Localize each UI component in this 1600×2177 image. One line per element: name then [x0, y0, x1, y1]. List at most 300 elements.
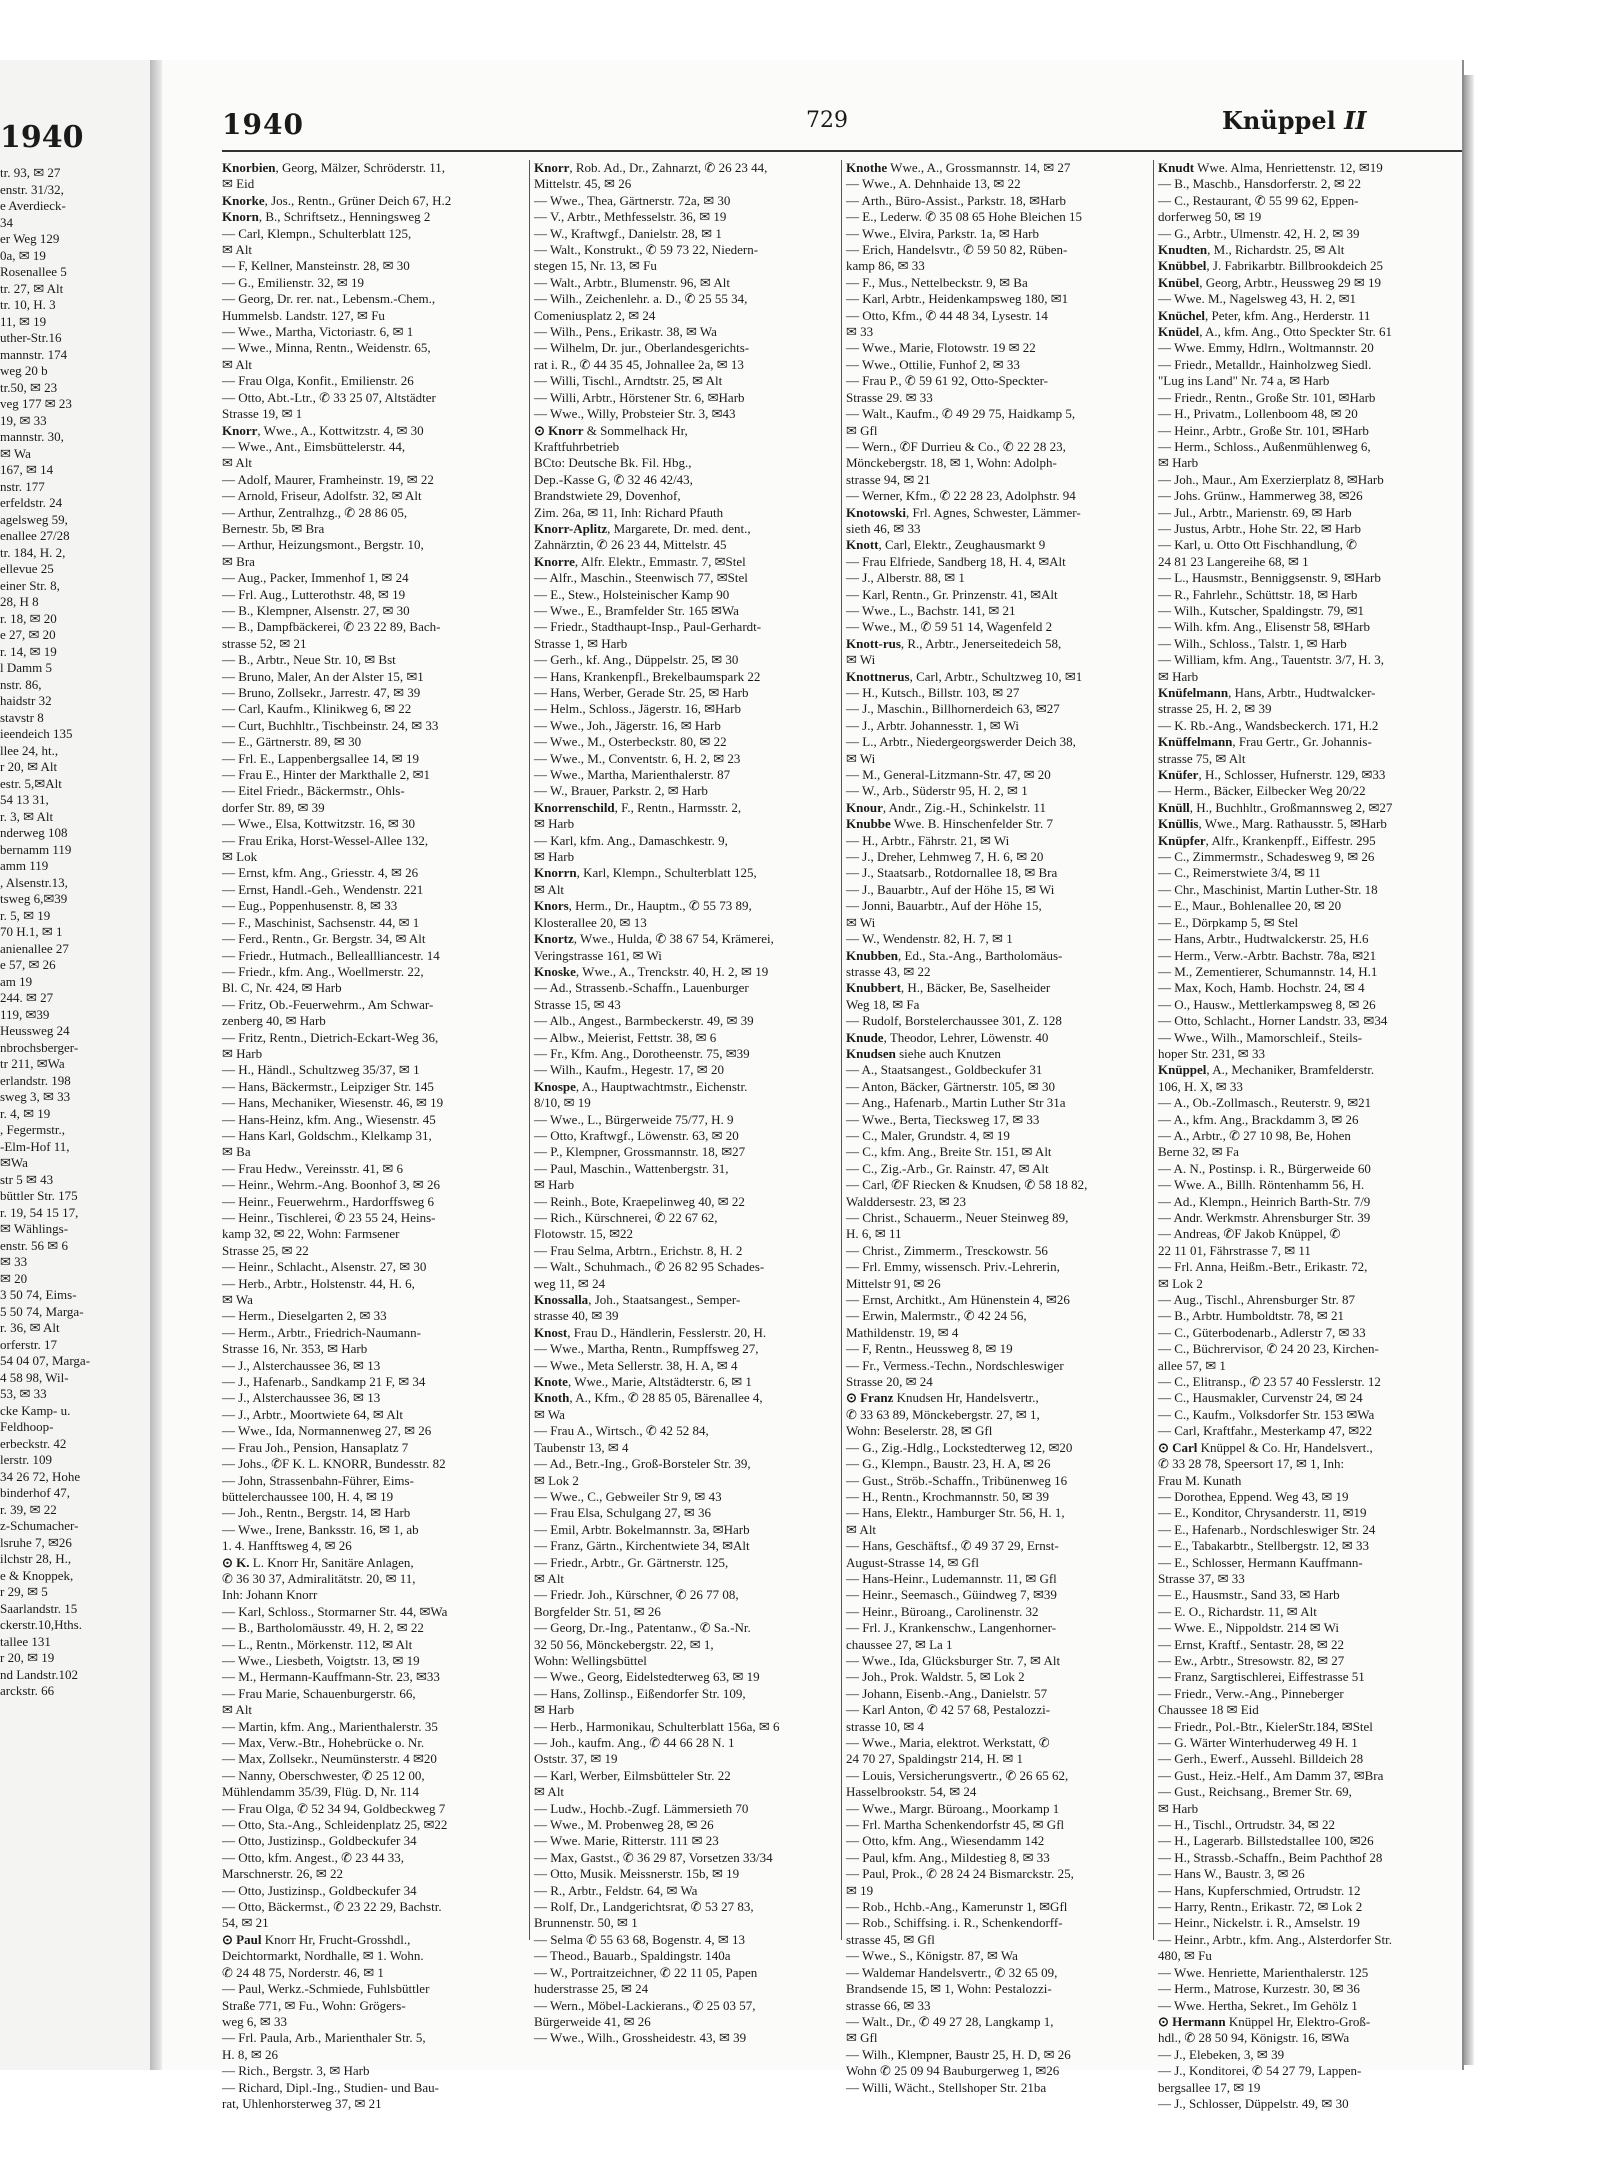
directory-entry: — W., Arb., Süderstr 95, H. 2, ✉ 1 — [846, 783, 1028, 799]
directory-entry: — Wilh., Klempner, Baustr 25, H. D, ✉ 26 — [846, 2046, 1071, 2062]
previous-page-year: 1940 — [0, 120, 84, 155]
directory-entry: — Otto, Abt.-Ltr., ✆ 33 25 07, Altstädter — [222, 389, 436, 405]
directory-entry: — J., Arbtr. Johannesstr. 1, ✉ Wi — [846, 717, 1019, 733]
directory-entry: — Otto, Kraftwgf., Löwenstr. 63, ✉ 20 — [534, 1127, 739, 1143]
directory-entry: ✉ Gfl — [846, 2030, 878, 2046]
column-divider — [529, 160, 530, 1940]
directory-entry: — Otto, Musik. Meissnerstr. 15b, ✉ 19 — [534, 1866, 740, 1882]
page-keyword-suffix: II — [1344, 106, 1367, 135]
directory-entry: — Herm., Dieselgarten 2, ✉ 33 — [222, 1308, 387, 1324]
directory-entry: — A., Ob.-Zollmasch., Reuterstr. 9, ✉21 — [1158, 1095, 1372, 1111]
directory-entry: — Werner, Kfm., ✆ 22 28 23, Adolphstr. 94 — [846, 488, 1076, 504]
previous-page-line: 19, ✉ 33 — [0, 412, 47, 428]
directory-entry: Wohn: Beselerstr. 28, ✉ Gfl — [846, 1423, 993, 1439]
directory-entry: — Justus, Arbtr., Hohe Str. 22, ✉ Harb — [1158, 520, 1362, 536]
previous-page-line: r 20, ✉ Alt — [0, 759, 58, 774]
directory-entry: BCto: Deutsche Bk. Fil. Hbg., — [534, 455, 692, 471]
directory-entry: — E., Konditor, Chrysanderstr. 11, ✉19 — [1158, 1505, 1367, 1521]
directory-entry: — Gerh., kf. Ang., Düppelstr. 25, ✉ 30 — [534, 652, 739, 668]
directory-entry: — Carl, ✆F Riecken & Knudsen, ✆ 58 18 82, — [846, 1177, 1088, 1193]
previous-page-line: ✉ Wählings- — [0, 1221, 69, 1236]
previous-page-line: Rosenallee 5 — [0, 264, 67, 279]
page-keyword-name: Knüppel — [1222, 106, 1336, 135]
directory-entry: Knost, Frau D., Händlerin, Fesslerstr. 20, H. — [534, 1324, 767, 1340]
directory-entry: Wohn ✆ 25 09 94 Bauburgerweg 1, ✉26 — [846, 2063, 1060, 2079]
directory-entry: — G. Wärter Winterhuderweg 49 H. 1 — [1158, 1735, 1358, 1750]
directory-entry: rat i. R., ✆ 44 35 45, Johnallee 2a, ✉ 13 — [534, 356, 744, 372]
directory-entry: — Wwe., Joh., Jägerstr. 16, ✉ Harb — [534, 717, 721, 733]
directory-entry: Knorr-Aplitz, Margarete, Dr. med. dent., — [534, 520, 751, 536]
directory-entry: Knüfer, H., Schlosser, Hufnerstr. 129, ✉33 — [1158, 767, 1386, 783]
previous-page-line: enstr. 31/32, — [0, 181, 64, 197]
directory-entry: — Heinr., Wehrm.-Ang. Boonhof 3, ✉ 26 — [222, 1177, 440, 1193]
directory-entry: — Frau Elfriede, Sandberg 18, H. 4, ✉Alt — [846, 553, 1066, 569]
directory-entry: — C., Güterbodenarb., Adlerstr 7, ✉ 33 — [1158, 1324, 1366, 1340]
directory-entry: — C., Restaurant, ✆ 55 99 62, Eppen- — [1158, 192, 1359, 208]
directory-entry: sieth 46, ✉ 33 — [846, 520, 921, 536]
directory-entry: ⊙ Franz Knudsen Hr, Handelsvertr., — [846, 1390, 1039, 1406]
previous-page-line: 54 13 31, — [0, 792, 49, 807]
previous-page-line: binderhof 47, — [0, 1485, 71, 1500]
directory-entry: — Arth., Büro-Assist., Parkstr. 18, ✉Harb — [846, 192, 1066, 208]
directory-entry: — Karl, u. Otto Ott Fischhandlung, ✆ — [1158, 537, 1358, 553]
directory-entry: — Friedr., Rentn., Große Str. 101, ✉Harb — [1158, 389, 1376, 405]
directory-entry: — O., Hausw., Mettlerkampsweg 8, ✉ 26 — [1158, 996, 1376, 1012]
directory-entry: — C., Zimmermstr., Schadesweg 9, ✉ 26 — [1158, 849, 1375, 865]
directory-entry: Knudsen siehe auch Knutzen — [846, 1045, 1001, 1061]
directory-entry: Knortz, Wwe., Hulda, ✆ 38 67 54, Krämerei, — [534, 931, 774, 947]
directory-entry: — A. N., Postinsp. i. R., Bürgerweide 60 — [1158, 1160, 1371, 1176]
directory-entry: weg 6, ✉ 33 — [222, 2013, 288, 2029]
directory-entry: — Wwe. Marie, Ritterstr. 111 ✉ 23 — [534, 1833, 719, 1849]
directory-entry: — Frau Selma, Arbtrn., Erichstr. 8, H. 2 — [534, 1242, 743, 1258]
directory-entry: Knorre, Alfr. Elektr., Emmastr. 7, ✉Stel — [534, 553, 746, 569]
directory-column-1 — [222, 160, 524, 2111]
directory-entry: — Alb., Angest., Barmbeckerstr. 49, ✉ 39 — [534, 1013, 754, 1029]
directory-entry: — Wwe., L., Bachstr. 141, ✉ 21 — [846, 602, 1016, 618]
directory-entry: — Frau P., ✆ 59 61 92, Otto-Speckter- — [846, 373, 1049, 389]
directory-entry: — Ernst, Kraftf., Sentastr. 28, ✉ 22 — [1158, 1636, 1345, 1652]
directory-entry: Straße 771, ✉ Fu., Wohn: Grögers- — [222, 1997, 406, 2013]
directory-entry: — Otto, Schlacht., Horner Landstr. 33, ✉34 — [1158, 1013, 1388, 1029]
directory-entry: — Wwe., L., Bürgerweide 75/77, H. 9 — [534, 1111, 734, 1127]
previous-page-line: r. 18, ✉ 20 — [0, 610, 57, 626]
previous-page-lines — [0, 165, 150, 1700]
directory-entry: — Nanny, Oberschwester, ✆ 25 12 00, — [222, 1767, 425, 1783]
directory-entry: — Gerh., Ewerf., Aussehl. Billdeich 28 — [1158, 1751, 1364, 1767]
directory-entry: — Eug., Poppenhusenstr. 8, ✉ 33 — [222, 898, 398, 914]
directory-entry: — Joh., Prok. Waldstr. 5, ✉ Lok 2 — [846, 1669, 1025, 1685]
directory-entry: Comeniusplatz 2, ✉ 24 — [534, 307, 656, 323]
directory-entry: — Rich., Bergstr. 3, ✉ Harb — [222, 2063, 370, 2079]
directory-entry: Mittelstr. 45, ✉ 26 — [534, 176, 632, 192]
directory-entry: — Friedr., Metalldr., Hainholzweg Siedl. — [1158, 356, 1372, 372]
directory-entry: — Karl, Schloss., Stormarner Str. 44, ✉Wa — [222, 1603, 448, 1619]
directory-entry: — Fr., Vermess.-Techn., Nordschleswiger — [846, 1357, 1064, 1373]
directory-entry: ✉ Wa — [534, 1406, 565, 1422]
previous-page-line: tr. 184, H. 2, — [0, 544, 66, 560]
previous-page-line: amm 119 — [0, 858, 49, 873]
directory-entry: Kraftfuhrbetrieb — [534, 438, 620, 454]
directory-entry: zenberg 40, ✉ Harb — [222, 1013, 326, 1029]
directory-entry: — Wilh., Kaufm., Hegestr. 17, ✉ 20 — [534, 1062, 724, 1078]
directory-entry: Knorrn, Karl, Klempn., Schulterblatt 125, — [534, 865, 757, 881]
directory-entry: strasse 94, ✉ 21 — [846, 471, 931, 487]
directory-entry: — Alfr., Maschin., Steenwisch 77, ✉Stel — [534, 570, 748, 586]
directory-entry: hoper Str. 231, ✉ 33 — [1158, 1045, 1265, 1061]
directory-entry: — G., Emilienstr. 32, ✉ 19 — [222, 274, 364, 290]
directory-entry: — Frau A., Wirtsch., ✆ 42 52 84, — [534, 1423, 709, 1439]
directory-entry: ⊙ Hermann Knüppel Hr, Elektro-Groß- — [1158, 2013, 1371, 2029]
previous-page-line: arckstr. 66 — [0, 1683, 55, 1698]
directory-entry: — Wilhelm, Dr. jur., Oberlandesgerichts- — [534, 340, 750, 356]
directory-entry: — L., Hausmstr., Benniggsenstr. 9, ✉Harb — [1158, 570, 1381, 586]
directory-entry: ✉ Harb — [534, 1702, 575, 1718]
directory-entry: — Hans, Geschäftsf., ✆ 49 37 29, Ernst- — [846, 1538, 1059, 1554]
directory-entry: Zim. 26a, ✉ 11, Inh: Richard Pfauth — [534, 504, 724, 520]
directory-entry: ✉ Alt — [222, 455, 253, 471]
previous-page-line: l Damm 5 — [0, 660, 52, 675]
directory-entry: — H., Privatm., Lollenboom 48, ✉ 20 — [1158, 406, 1358, 422]
directory-entry: Flotowstr. 15, ✉22 — [534, 1226, 634, 1242]
directory-entry: Veringstrasse 161, ✉ Wi — [534, 947, 662, 963]
directory-entry: — Reinh., Bote, Kraepelinweg 40, ✉ 22 — [534, 1193, 745, 1209]
directory-entry: ✉ Alt — [846, 1521, 877, 1537]
directory-entry: dorfer Str. 89, ✉ 39 — [222, 799, 325, 815]
directory-entry: — Johs. Grünw., Hammerweg 38, ✉26 — [1158, 488, 1363, 504]
previous-page-line: 5 50 74, Marga- — [0, 1303, 84, 1319]
directory-entry: — Wwe. A., Billh. Röntenhamm 56, H. — [1158, 1177, 1365, 1193]
previous-page-line: r. 4, ✉ 19 — [0, 1105, 51, 1121]
previous-page-line: e 57, ✉ 26 — [0, 957, 56, 972]
directory-entry: strasse 40, ✉ 39 — [534, 1308, 619, 1324]
directory-entry: ✉ Harb — [1158, 455, 1199, 471]
directory-entry: — M., Hermann-Kauffmann-Str. 23, ✉33 — [222, 1669, 440, 1685]
directory-entry: 106, H. X, ✉ 33 — [1158, 1078, 1243, 1094]
directory-page — [162, 60, 1464, 2111]
directory-entry: — Walt., Konstrukt., ✆ 59 73 22, Niedern- — [534, 242, 759, 258]
directory-entry: 8/10, ✉ 19 — [534, 1095, 591, 1111]
directory-entry: — Albw., Meierist, Fettstr. 38, ✉ 6 — [534, 1029, 717, 1045]
directory-entry: — Willi, Arbtr., Hörstener Str. 6, ✉Harb — [534, 389, 745, 405]
directory-entry: — Otto, Bäckermst., ✆ 23 22 29, Bachstr. — [222, 1899, 442, 1915]
directory-entry: strasse 25, H. 2, ✉ 39 — [1158, 701, 1272, 717]
directory-entry: — Karl, Rentn., Gr. Prinzenstr. 41, ✉Alt — [846, 586, 1058, 602]
directory-entry: — Rolf, Dr., Landgerichtsrat, ✆ 53 27 83, — [534, 1899, 754, 1915]
previous-page-line: tr.50, ✉ 23 — [0, 379, 58, 395]
directory-entry: — Jonni, Bauarbtr., Auf der Höhe 15, — [846, 898, 1042, 914]
directory-entry: — Eitel Friedr., Bäckermstr., Ohls- — [222, 783, 405, 799]
previous-page-line: 3 50 74, Eims- — [0, 1287, 77, 1302]
directory-entry: — Selma ✆ 55 63 68, Bogenstr. 4, ✉ 13 — [534, 1931, 746, 1947]
directory-entry: — Karl, Arbtr., Heidenkampsweg 180, ✉1 — [846, 291, 1069, 307]
directory-entry: H. 6, ✉ 11 — [846, 1226, 902, 1242]
directory-entry: — Frl. J., Krankenschw., Langenhorner- — [846, 1620, 1057, 1636]
directory-entry: — G., Zig.-Hdlg., Lockstedterweg 12, ✉20 — [846, 1439, 1073, 1455]
directory-entry: — Wilh., Pens., Erikastr. 38, ✉ Wa — [534, 324, 717, 340]
directory-entry: — Rudolf, Borstelerchaussee 301, Z. 128 — [846, 1013, 1062, 1029]
directory-entry: — Gust., Heiz.-Helf., Am Damm 37, ✉Bra — [1158, 1767, 1384, 1783]
directory-entry: — Wilh., Zeichenlehr. a. D., ✆ 25 55 34, — [534, 291, 748, 307]
directory-entry: — Bruno, Maler, An der Alster 15, ✉1 — [222, 668, 424, 684]
directory-entry: — E., Dörpkamp 5, ✉ Stel — [1158, 914, 1299, 930]
previous-page-line: bernamm 119 — [0, 841, 72, 857]
directory-entry: — Hans, Arbtr., Hudtwalckerstr. 25, H.6 — [1158, 931, 1369, 947]
previous-page-line: 119, ✉39 — [0, 1006, 50, 1022]
previous-page-line: ilchstr 28, H., — [0, 1551, 72, 1566]
directory-entry: — M., Zementierer, Schumannstr. 14, H.1 — [1158, 963, 1378, 979]
directory-entry: — Otto, Sta.-Ang., Schleidenplatz 25, ✉22 — [222, 1817, 448, 1833]
directory-entry: kamp 32, ✉ 22, Wohn: Farmsener — [222, 1226, 400, 1242]
directory-entry: ✉ Wi — [846, 750, 876, 766]
directory-entry: — E. O., Richardstr. 11, ✉ Alt — [1158, 1603, 1317, 1619]
directory-entry: August-Strasse 14, ✉ Gfl — [846, 1554, 979, 1570]
directory-entry: — Arthur, Heizungsmont., Bergstr. 10, — [222, 537, 424, 553]
directory-entry: Walddersestr. 23, ✉ 23 — [846, 1193, 966, 1209]
previous-page-line: enstr. 56 ✉ 6 — [0, 1237, 68, 1253]
previous-page-line: Heussweg 24 — [0, 1023, 70, 1038]
previous-page-line: 11, ✉ 19 — [0, 313, 47, 329]
previous-page-line: erbeckstr. 42 — [0, 1435, 67, 1451]
directory-entry: — Wwe., Wilh., Mamorschleif., Steils- — [1158, 1029, 1363, 1045]
directory-entry: — Ad., Klempn., Heinrich Barth-Str. 7/9 — [1158, 1193, 1371, 1209]
directory-entry: strasse 10, ✉ 4 — [846, 1718, 925, 1734]
directory-entry: — Ludw., Hochb.-Zugf. Lämmersieth 70 — [534, 1800, 749, 1816]
directory-entry: — Hans-Heinz, kfm. Ang., Wiesenstr. 45 — [222, 1111, 436, 1127]
previous-page-line: büttler Str. 175 — [0, 1188, 78, 1203]
previous-page-line: ✉ 20 — [0, 1270, 28, 1286]
previous-page-line: , Fegermstr., — [0, 1122, 65, 1137]
directory-entry: ✉ Harb — [222, 1045, 263, 1061]
directory-entry: — Frau E., Hinter der Markthalle 2, ✉1 — [222, 767, 431, 783]
directory-entry: "Lug ins Land" Nr. 74 a, ✉ Harb — [1158, 373, 1330, 389]
directory-entry: — Heinr., Nickelstr. i. R., Amselstr. 19 — [1158, 1915, 1360, 1931]
directory-entry: — Wwe., Liesbeth, Voigtstr. 13, ✉ 19 — [222, 1652, 420, 1668]
directory-entry: Knospe, A., Hauptwachtmstr., Eichenstr. — [534, 1078, 748, 1094]
previous-page-line: orferstr. 17 — [0, 1336, 58, 1352]
directory-entry: Dep.-Kasse G, ✆ 32 46 42/43, — [534, 471, 693, 487]
page-number: 729 — [806, 108, 848, 133]
directory-entry: Knüdel, A., kfm. Ang., Otto Speckter Str. 61 — [1158, 324, 1393, 340]
directory-entry: ✉ Wa — [222, 1292, 253, 1308]
directory-entry: Bernestr. 5b, ✉ Bra — [222, 520, 325, 536]
directory-entry: — C., Zig.-Arb., Gr. Rainstr. 47, ✉ Alt — [846, 1160, 1049, 1176]
directory-entry: — Herb., Harmonikau, Schulterblatt 156a, ✉ 6 — [534, 1718, 780, 1734]
directory-entry: — Chr., Maschinist, Martin Luther-Str. 18 — [1158, 881, 1378, 897]
directory-entry: — H., Tischl., Ortrudstr. 34, ✉ 22 — [1158, 1817, 1336, 1833]
directory-entry: Knotowski, Frl. Agnes, Schwester, Lämmer- — [846, 504, 1081, 520]
directory-entry: — Hans, Zollinsp., Eißendorfer Str. 109, — [534, 1685, 746, 1701]
directory-entry: Strasse 16, Nr. 353, ✉ Harb — [222, 1341, 368, 1357]
directory-entry: Knudten, M., Richardstr. 25, ✉ Alt — [1158, 242, 1345, 258]
directory-entry: — L., Rentn., Mörkenstr. 112, ✉ Alt — [222, 1636, 413, 1652]
directory-entry: — P., Klempner, Grossmannstr. 18, ✉27 — [534, 1144, 746, 1160]
directory-entry: ✉ Alt — [222, 242, 253, 258]
directory-entry: — Martin, kfm. Ang., Marienthalerstr. 35 — [222, 1718, 438, 1734]
directory-entry: Mathildenstr. 19, ✉ 4 — [846, 1324, 959, 1340]
directory-entry: — Wwe., M., ✆ 59 51 14, Wagenfeld 2 — [846, 619, 1053, 635]
directory-entry: — Wwe., S., Königstr. 87, ✉ Wa — [846, 1948, 1018, 1964]
directory-entry: — Fr., Kfm. Ang., Dorotheenstr. 75, ✉39 — [534, 1045, 750, 1061]
directory-entry: — Otto, Justizinsp., Goldbeckufer 34 — [222, 1833, 417, 1849]
directory-entry: — J., Bauarbtr., Auf der Höhe 15, ✉ Wi — [846, 881, 1055, 897]
directory-entry: Knude, Theodor, Lehrer, Löwenstr. 40 — [846, 1029, 1049, 1045]
directory-entry: ✉ Ba — [222, 1144, 251, 1160]
directory-entry: ✉ Alt — [534, 881, 565, 897]
directory-entry: — Walt., Kaufm., ✆ 49 29 75, Haidkamp 5, — [846, 406, 1076, 422]
directory-entry: — Walt., Schuhmach., ✆ 26 82 95 Schades- — [534, 1259, 765, 1275]
directory-entry: — Gust., Reichsang., Bremer Str. 69, — [1158, 1784, 1352, 1800]
directory-entry: Knour, Andr., Zig.-H., Schinkelstr. 11 — [846, 799, 1046, 815]
directory-entry: — Wwe., Ant., Eimsbüttelerstr. 44, — [222, 438, 406, 454]
directory-entry: Deichtormarkt, Nordhalle, ✉ 1. Wohn. — [222, 1948, 424, 1964]
directory-entry: Knorke, Jos., Rentn., Grüner Deich 67, H.2 — [222, 192, 452, 208]
directory-entry: — H., Strassb.-Schaffn., Beim Pachthof 28 — [1158, 1849, 1383, 1865]
directory-entry: — Wwe. E., Nippoldstr. 214 ✉ Wi — [1158, 1620, 1340, 1636]
directory-entry: — Wwe., Margr. Büroang., Moorkamp 1 — [846, 1800, 1060, 1816]
directory-entry: — Aug., Tischl., Ahrensburger Str. 87 — [1158, 1292, 1355, 1308]
directory-entry: chaussee 27, ✉ La 1 — [846, 1636, 953, 1652]
directory-entry: — Willi, Wächt., Stellshoper Str. 21ba — [846, 2079, 1047, 2095]
directory-entry: strasse 43, ✉ 22 — [846, 963, 931, 979]
directory-entry: — J., Alsterchaussee 36, ✉ 13 — [222, 1390, 381, 1406]
directory-entry: — William, kfm. Ang., Tauentstr. 3/7, H. 3, — [1158, 652, 1384, 668]
directory-entry: — Wwe., M., Conventstr. 6, H. 2, ✉ 23 — [534, 750, 741, 766]
directory-entry: — Jul., Arbtr., Marienstr. 69, ✉ Harb — [1158, 504, 1352, 520]
directory-entry: Brandstwiete 29, Dovenhof, — [534, 488, 681, 504]
directory-entry: Knüll, H., Buchhltr., Großmannsweg 2, ✉27 — [1158, 799, 1393, 815]
directory-entry: — Wwe., Irene, Banksstr. 16, ✉ 1, ab — [222, 1521, 419, 1537]
directory-entry: — Wwe., Marie, Flotowstr. 19 ✉ 22 — [846, 340, 1036, 356]
directory-entry: — Herm., Arbtr., Friedrich-Naumann- — [222, 1324, 421, 1340]
directory-entry: Strasse 29. ✉ 33 — [846, 389, 933, 405]
directory-entry: — C., Maler, Grundstr. 4, ✉ 19 — [846, 1127, 1010, 1143]
directory-entry: — Wwe., Martha, Victoriastr. 6, ✉ 1 — [222, 324, 414, 340]
directory-entry: — B., Klempner, Alsenstr. 27, ✉ 30 — [222, 602, 410, 618]
directory-entry: — Ferd., Rentn., Gr. Bergstr. 34, ✉ Alt — [222, 931, 426, 947]
directory-entry: ✉ Wi — [846, 914, 876, 930]
directory-entry: — Paul, Werkz.-Schmiede, Fuhlsbüttler — [222, 1981, 430, 1997]
directory-entry: — Herm., Schloss., Außenmühlenweg 6, — [1158, 438, 1371, 454]
directory-entry: Knote, Wwe., Marie, Altstädterstr. 6, ✉ 1 — [534, 1374, 752, 1390]
previous-page-line: llee 24, ht., — [0, 742, 59, 758]
previous-page-line: 53, ✉ 33 — [0, 1386, 47, 1401]
previous-page-line: 28, H 8 — [0, 594, 39, 609]
previous-page-line: e & Knoppek, — [0, 1567, 74, 1583]
previous-page-line: weg 20 b — [0, 363, 48, 378]
directory-entry: — Curt, Buchhltr., Tischbeinstr. 24, ✉ 33 — [222, 717, 439, 733]
directory-entry: — Wwe. Hertha, Sekret., Im Gehölz 1 — [1158, 1997, 1358, 2013]
previous-page-line: r. 19, 54 15 17, — [0, 1204, 79, 1220]
directory-entry: — Andreas, ✆F Jakob Knüppel, ✆ — [1158, 1226, 1341, 1242]
previous-page-line: ckerstr.10,Hths. — [0, 1617, 82, 1632]
directory-entry: — Heinr., Schlacht., Alsenstr. 27, ✉ 30 — [222, 1259, 427, 1275]
directory-entry: ⊙ Carl Knüppel & Co. Hr, Handelsvert., — [1158, 1439, 1373, 1455]
directory-entry: Strasse 1, ✉ Harb — [534, 635, 628, 651]
directory-entry: — Wwe., M., Osterbeckstr. 80, ✉ 22 — [534, 734, 727, 750]
directory-entry: Knott, Carl, Elektr., Zeughausmarkt 9 — [846, 537, 1046, 553]
previous-page-line: veg 177 ✉ 23 — [0, 396, 72, 411]
directory-entry: — B., Bartholomäusstr. 49, H. 2, ✉ 22 — [222, 1620, 424, 1636]
directory-entry: — H., Lagerarb. Billstedstallee 100, ✉26 — [1158, 1833, 1374, 1849]
directory-entry: ✉ 19 — [846, 1882, 874, 1898]
directory-entry: Strasse 20, ✉ 24 — [846, 1374, 933, 1390]
directory-entry: — Heinr., Seemasch., Güindweg 7, ✉39 — [846, 1587, 1057, 1603]
previous-page-line: nstr. 86, — [0, 676, 42, 692]
previous-page-line: sweg 3, ✉ 33 — [0, 1089, 71, 1104]
directory-entry: — Wwe. Emmy, Hdlrn., Woltmannstr. 20 — [1158, 340, 1374, 356]
directory-entry: Weg 18, ✉ Fa — [846, 996, 920, 1012]
previous-page-line: lerstr. 109 — [0, 1452, 52, 1467]
directory-entry: ✉ Wi — [846, 652, 876, 668]
directory-entry: — Bruno, Zollsekr., Jarrestr. 47, ✉ 39 — [222, 685, 421, 700]
directory-entry: — Heinr., Arbtr., Große Str. 101, ✉Harb — [1158, 422, 1369, 438]
directory-entry: 32 50 56, Mönckebergstr. 22, ✉ 1, — [534, 1636, 714, 1652]
directory-entry: — Ernst, Architkt., Am Hünenstein 4, ✉26 — [846, 1292, 1070, 1308]
directory-column-4 — [1158, 160, 1460, 2111]
directory-entry: ⊙ Knorr & Sommelhack Hr, — [534, 422, 688, 438]
directory-entry: — J., Arbtr., Moortwiete 64, ✉ Alt — [222, 1406, 403, 1422]
directory-entry: — Hans-Heinr., Ludemannstr. 11, ✉ Gfl — [846, 1570, 1057, 1586]
directory-entry: — Georg, Dr.-Ing., Patentanw., ✆ Sa.-Nr. — [534, 1620, 751, 1636]
directory-entry: — Ad., Betr.-Ing., Groß-Borsteler Str. 39, — [534, 1456, 751, 1472]
directory-entry: — Ang., Hafenarb., Martin Luther Str 31a — [846, 1095, 1066, 1111]
directory-entry: Knübel, Georg, Arbtr., Heussweg 29 ✉ 19 — [1158, 274, 1381, 290]
directory-entry: — Wwe., Martha, Rentn., Rumpffsweg 27, — [534, 1341, 759, 1357]
directory-entry: — Willi, Tischl., Arndtstr. 25, ✉ Alt — [534, 373, 723, 389]
previous-page-line: nderweg 108 — [0, 825, 68, 840]
directory-entry: — Franz, Sargtischlerei, Eiffestrasse 51 — [1158, 1669, 1365, 1685]
directory-entry: strasse 45, ✉ Gfl — [846, 1931, 935, 1947]
previous-page-line: 54 04 07, Marga- — [0, 1353, 91, 1368]
directory-entry: — Carl, Klempn., Schulterblatt 125, — [222, 225, 412, 241]
directory-entry: Mönckebergstr. 18, ✉ 1, Wohn: Adolph- — [846, 455, 1057, 471]
directory-entry: Hummelsb. Landstr. 127, ✉ Fu — [222, 307, 385, 323]
directory-entry: 480, ✉ Fu — [1158, 1948, 1212, 1964]
directory-entry: ✆ 33 28 78, Speersort 17, ✉ 1, Inh: — [1158, 1456, 1345, 1472]
previous-page-line: , Alsenstr.13, — [0, 874, 68, 890]
directory-entry: — C., Büchrervisor, ✆ 24 20 23, Kirchen- — [1158, 1341, 1379, 1357]
directory-entry: — Arnold, Friseur, Adolfstr. 32, ✉ Alt — [222, 488, 422, 504]
directory-entry: — W., Brauer, Parkstr. 2, ✉ Harb — [534, 783, 708, 799]
directory-entry: — Rob., Hchb.-Ang., Kamerunstr 1, ✉Gfl — [846, 1899, 1068, 1915]
directory-entry: — C., Reimerstwiete 3/4, ✉ 11 — [1158, 865, 1321, 881]
directory-entry: — E., Hafenarb., Nordschleswiger Str. 24 — [1158, 1521, 1376, 1537]
directory-entry: — Wilh., Schloss., Talstr. 1, ✉ Harb — [1158, 635, 1347, 651]
directory-entry: allee 57, ✉ 1 — [1158, 1357, 1226, 1373]
directory-entry: — Karl, kfm. Ang., Damaschkestr. 9, — [534, 832, 728, 848]
previous-page-line: tr. 27, ✉ Alt — [0, 280, 64, 296]
directory-entry: — Wilh. kfm. Ang., Elisenstr 58, ✉Harb — [1158, 619, 1370, 635]
directory-entry: — Frl. Aug., Lutterothstr. 48, ✉ 19 — [222, 586, 406, 602]
directory-entry: — Hans, Elektr., Hamburger Str. 56, H. 1, — [846, 1505, 1065, 1521]
directory-entry: Knorrenschild, F., Rentn., Harmsstr. 2, — [534, 799, 742, 815]
directory-entry: — Wwe., Meta Sellerstr. 38, H. A, ✉ 4 — [534, 1357, 738, 1373]
directory-entry: — Heinr., Büroang., Carolinenstr. 32 — [846, 1603, 1039, 1619]
directory-entry: ✉ 33 — [846, 324, 874, 340]
directory-entry: — Max, Koch, Hamb. Hochstr. 24, ✉ 4 — [1158, 980, 1365, 996]
directory-entry: 22 11 01, Fährstrasse 7, ✉ 11 — [1158, 1242, 1311, 1258]
directory-entry: — G., Arbtr., Ulmenstr. 42, H. 2, ✉ 39 — [1158, 225, 1360, 241]
directory-entry: — B., Arbtr., Neue Str. 10, ✉ Bst — [222, 652, 396, 668]
previous-page-line: Feldhoop- — [0, 1419, 54, 1434]
directory-entry: — E., Lederw. ✆ 35 08 65 Hohe Bleichen 15 — [846, 209, 1083, 225]
previous-page-line: 70 H.1, ✉ 1 — [0, 924, 63, 939]
directory-entry: — Heinr., Arbtr., kfm. Ang., Alsterdorfer Str. — [1158, 1931, 1392, 1947]
directory-entry: — Max, Zollsekr., Neumünsterstr. 4 ✉20 — [222, 1751, 437, 1767]
directory-entry: — Wwe., Ottilie, Funhof 2, ✉ 33 — [846, 356, 1020, 372]
directory-entry: 24 81 23 Langereihe 68, ✉ 1 — [1158, 553, 1309, 569]
